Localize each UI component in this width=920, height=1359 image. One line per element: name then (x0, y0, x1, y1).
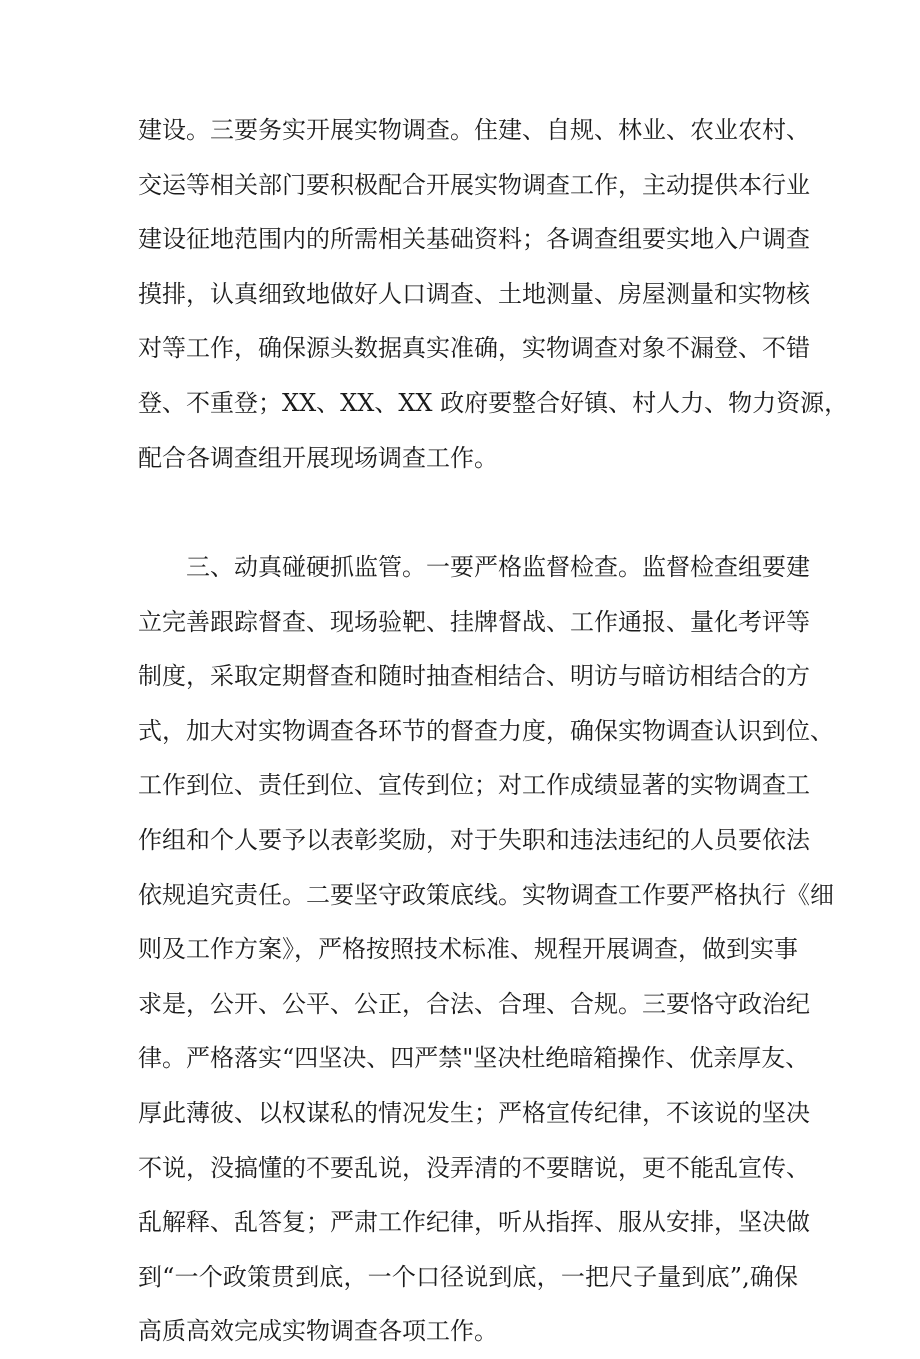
text-line: 求是，公开、公平、公正，合法、合理、合规。三要恪守政治纪 (138, 989, 810, 1018)
text-line: 不说，没搞懂的不要乱说，没弄清的不要瞎说，更不能乱宣传、 (138, 1153, 810, 1182)
text-line: 作组和个人要予以表彰奖励，对于失职和违法违纪的人员要依法 (138, 825, 810, 854)
text-line: 三、动真碰硬抓监管。一要严格监督检查。监督检查组要建 (186, 553, 810, 581)
text-line: 到“一个政策贯到底，一个口径说到底，一把尺子量到底”,确保 (138, 1262, 798, 1291)
text-line: 依规追究责任。二要坚守政策底线。实物调查工作要严格执行《细 (138, 880, 834, 909)
text-line: 高质高效完成实物调查各项工作。 (138, 1317, 498, 1346)
text-line: 乱解释、乱答复；严肃工作纪律，听从指挥、服从安排，坚决做 (138, 1208, 810, 1237)
text-line: 对等工作，确保源头数据真实准确，实物调查对象不漏登、不错 (138, 334, 810, 363)
text-line: 工作到位、责任到位、宣传到位；对工作成绩显著的实物调查工 (138, 771, 810, 800)
text-line: 厚此薄彼、以权谋私的情况发生；严格宣传纪律，不该说的坚决 (138, 1098, 810, 1127)
text-line: 建设。三要务实开展实物调查。住建、自规、林业、农业农村、 (138, 116, 810, 144)
text-line: 建设征地范围内的所需相关基础资料；各调查组要实地入户调查 (138, 225, 810, 254)
text-line: 则及工作方案》，严格按照技术标准、规程开展调查，做到实事 (138, 935, 798, 964)
text-line: 式，加大对实物调查各环节的督查力度，确保实物调查认识到位、 (138, 716, 834, 745)
text-line: 摸排，认真细致地做好人口调查、土地测量、房屋测量和实物核 (138, 279, 810, 308)
text-line: 登、不重登；XX、XX、XX 政府要整合好镇、村人力、物力资源， (138, 388, 849, 417)
text-line: 配合各调查组开展现场调查工作。 (138, 443, 498, 472)
text-line: 制度，采取定期督查和随时抽查相结合、明访与暗访相结合的方 (138, 662, 810, 691)
text-line: 交运等相关部门要积极配合开展实物调查工作，主动提供本行业 (138, 170, 810, 199)
paragraph-implementation (138, 103, 849, 485)
paragraph-supervision (138, 540, 834, 1359)
text-line: 立完善跟踪督查、现场验靶、挂牌督战、工作通报、量化考评等 (138, 607, 810, 636)
text-line: 律。严格落实“四坚决、四严禁"坚决杜绝暗箱操作、优亲厚友、 (138, 1044, 810, 1073)
